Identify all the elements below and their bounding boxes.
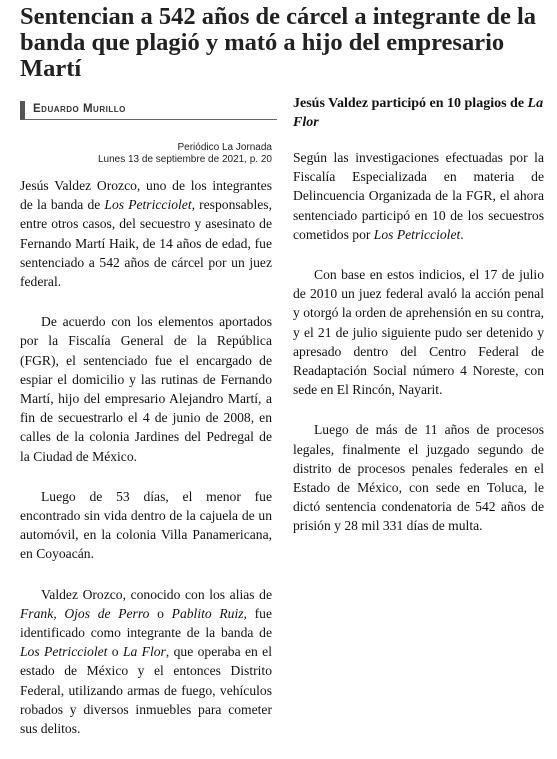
paragraph-5 xyxy=(293,148,544,244)
paragraph-6 xyxy=(293,265,544,399)
italic-text: Frank, Ojos de Perro xyxy=(20,605,150,621)
author-byline xyxy=(20,101,277,120)
paragraph-2 xyxy=(20,312,272,466)
right-column xyxy=(293,94,544,557)
text-run: responsables, entre otros casos, del secuestro y asesinato de Fernando Martí Haik, de 14 años de edad, fue sentenciado a 542 años de cárcel por un juez federal. xyxy=(20,197,272,290)
text-run: Jesús Valdez participó en 10 plagios de xyxy=(293,96,528,111)
author-name: Eduardo Murillo xyxy=(33,103,126,115)
italic-text: Los Petricciolet xyxy=(20,644,108,660)
paragraph-4 xyxy=(20,585,272,739)
text-run: Con base en estos indicios, el 17 de julio de 2010 un juez federal avaló la acción penal y otorgó la orden de aprehensión en su contra, y el 21 de julio siguiente pudo ser detenido y apresado dentro del Centro Federal de Readaptación Social número 4 Noreste, con sede en El Rincón, Nayarit. xyxy=(293,267,544,398)
source-citation xyxy=(20,142,272,166)
paragraph-1 xyxy=(20,176,272,291)
headline: Sentencian a 542 años de cárcel a integrante de la banda que plagió y mató a hijo del empresario Martí xyxy=(20,3,537,82)
source-date-page: Lunes 13 de septiembre de 2021, p. 20 xyxy=(97,154,272,165)
text-run: o xyxy=(107,644,123,660)
italic-text: La Flor xyxy=(122,644,166,660)
text-run: Jesús Valdez Orozco, uno de los integrantes de la banda de xyxy=(20,178,272,213)
italic-text: Pablito Ruiz, xyxy=(171,605,247,621)
source-newspaper: Periódico La Jornada xyxy=(177,142,272,153)
text-run: De acuerdo con los elementos aportados por la Fiscalía General de la República (FGR), el sentenciado fue el encargado de espiar el domicilio y las rutinas de Fernando Martí, hijo del empresario Alejandro Martí, a fin de secuestrarlo el 4 de junio de 2008, en calles de la colonia Jardines del Pedregal de la Ciudad de México. xyxy=(20,314,272,464)
text-run: Luego de 53 días, el menor fue encontrado sin vida dentro de la cajuela de un automóvil, en la colonia Villa Panamericana, en Coyoacán. xyxy=(20,488,272,562)
paragraph-3 xyxy=(20,487,272,564)
text-run: Luego de más de 11 años de procesos legales, finalmente el juzgado segundo de distrito de procesos penales federales en el Estado de México, con sede en Toluca, le dictó sentencia condenatoria de 542 años de prisión y 28 mil 331 días de multa. xyxy=(293,422,544,534)
paragraph-7 xyxy=(293,420,544,535)
text-run: o xyxy=(149,605,172,621)
text-run: Valdez Orozco, conocido con los alias de xyxy=(41,586,272,602)
italic-text: Los Petricciolet, xyxy=(104,197,195,213)
italic-text: La Flor xyxy=(293,96,544,130)
italic-text: Los Petricciolet xyxy=(373,226,461,242)
left-column xyxy=(20,176,272,759)
text-run: Según las investigaciones efectuadas por la Fiscalía Especializada en materia de Delincuencia Organizada de la FGR, el ahora sentenciado participó en 10 de los secuestros cometidos por xyxy=(293,150,544,242)
text-run: fue identificado como integrante de la banda de xyxy=(20,605,272,641)
text-run: . xyxy=(460,226,464,242)
text-run: , que operaba en el estado de México y el entonces Distrito Federal, utilizando armas de fuego, vehículos robados y diversos inmuebles para cometer sus delitos. xyxy=(20,644,272,737)
section-subhead xyxy=(293,94,544,132)
